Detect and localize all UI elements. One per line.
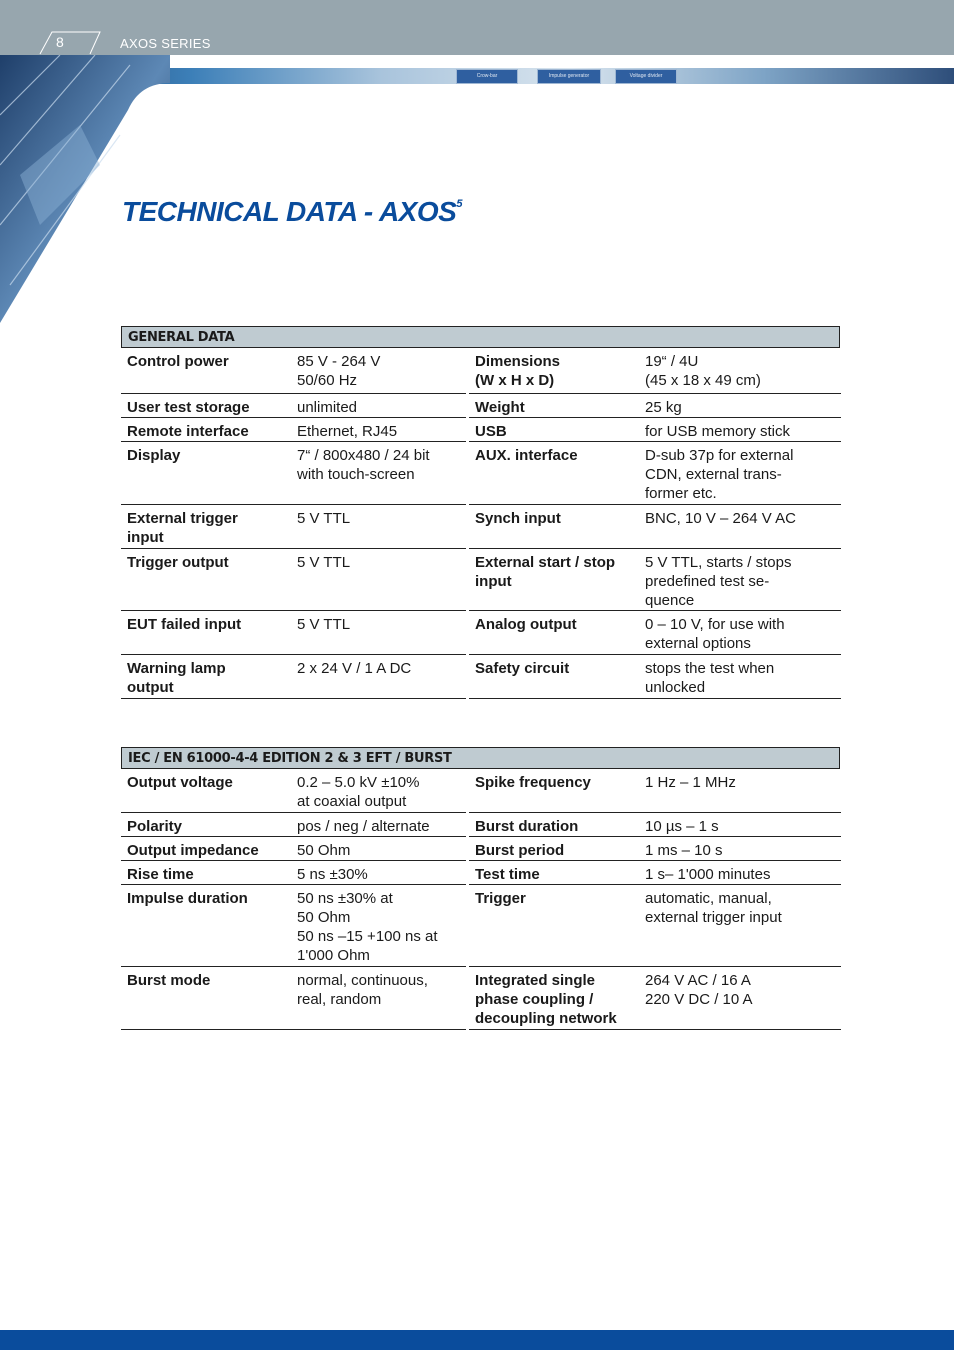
spec-value: 85 V - 264 V 50/60 Hz <box>297 353 381 389</box>
spec-value: normal, continuous, real, random <box>297 972 428 1008</box>
general-data-table <box>121 326 840 699</box>
left-spec-cell <box>121 394 466 418</box>
left-spec-cell <box>121 418 466 442</box>
spec-value: stops the test when unlocked <box>645 660 775 696</box>
spec-value: 1 Hz – 1 MHz <box>645 774 736 791</box>
table-row <box>121 861 840 885</box>
left-spec-cell <box>121 505 466 549</box>
spec-label: Rise time <box>127 866 194 883</box>
spec-label: Polarity <box>127 818 183 835</box>
spec-value: 5 V TTL <box>297 554 351 571</box>
spec-value: 0 – 10 V, for use with external options <box>645 616 785 652</box>
spec-value: 1 ms – 10 s <box>645 842 723 859</box>
table-row <box>121 394 840 418</box>
right-spec-cell <box>469 348 841 394</box>
spec-value: 2 x 24 V / 1 A DC <box>297 660 412 677</box>
spec-label: Analog output <box>475 616 577 633</box>
spec-label: Test time <box>475 866 540 883</box>
right-spec-cell <box>469 861 841 885</box>
spec-label: Output voltage <box>127 774 233 791</box>
table-row <box>121 885 840 967</box>
right-spec-cell <box>469 967 841 1030</box>
spec-label: Spike frequency <box>475 774 591 791</box>
spec-label: Burst duration <box>475 818 579 835</box>
left-spec-cell <box>121 611 466 655</box>
spec-label: Trigger output <box>127 554 229 571</box>
spec-value: unlimited <box>297 399 358 416</box>
spec-label: Dimensions (W x H x D) <box>475 353 561 389</box>
spec-value: 10 µs – 1 s <box>645 818 719 835</box>
spec-label: EUT failed input <box>127 616 242 633</box>
right-spec-cell <box>469 837 841 861</box>
spec-value: 19“ / 4U (45 x 18 x 49 cm) <box>645 353 761 389</box>
page-number-tab-icon <box>38 30 108 55</box>
right-spec-cell <box>469 813 841 837</box>
spec-value: BNC, 10 V – 264 V AC <box>645 510 796 527</box>
left-spec-cell <box>121 885 466 967</box>
series-label: AXOS SERIES <box>120 36 211 51</box>
spec-label: Output impedance <box>127 842 259 859</box>
banner-module-crowbar: Crow-bar <box>456 69 518 84</box>
spec-value: 50 ns ±30% at 50 Ohm 50 ns –15 +100 ns at 1'000 Ohm <box>297 890 438 964</box>
spec-value: 0.2 – 5.0 kV ±10% at coaxial output <box>297 774 420 810</box>
spec-value: 5 V TTL <box>297 616 351 633</box>
spec-label: Impulse duration <box>127 890 248 907</box>
spec-value: 7“ / 800x480 / 24 bit with touch-screen <box>297 447 430 483</box>
spec-value: 25 kg <box>645 399 682 416</box>
spec-value: 1 s– 1'000 minutes <box>645 866 771 883</box>
right-spec-cell <box>469 442 841 505</box>
right-spec-cell <box>469 418 841 442</box>
left-spec-cell <box>121 861 466 885</box>
left-spec-cell <box>121 348 466 394</box>
left-spec-cell <box>121 655 466 699</box>
table-row <box>121 442 840 505</box>
right-spec-cell <box>469 769 841 813</box>
spec-label: Burst period <box>475 842 565 859</box>
left-spec-cell <box>121 549 466 611</box>
table-row <box>121 837 840 861</box>
spec-label: Safety circuit <box>475 660 570 677</box>
left-spec-cell <box>121 837 466 861</box>
banner-module-impulse-generator: Impulse generator <box>537 69 601 84</box>
spec-value: 5 V TTL <box>297 510 351 527</box>
spec-value: D-sub 37p for external CDN, external trans- former etc. <box>645 447 794 502</box>
spec-value: 50 Ohm <box>297 842 351 859</box>
page-number: 8 <box>56 34 64 50</box>
table-row <box>121 769 840 813</box>
spec-value: pos / neg / alternate <box>297 818 430 835</box>
left-spec-cell <box>121 813 466 837</box>
spec-value: 5 ns ±30% <box>297 866 368 883</box>
spec-label: USB <box>475 423 507 440</box>
table-row <box>121 505 840 549</box>
right-spec-cell <box>469 394 841 418</box>
right-spec-cell <box>469 549 841 611</box>
bottom-footer-bar <box>0 1330 954 1350</box>
table-heading: IEC / EN 61000-4-4 EDITION 2 & 3 EFT / BURST <box>121 747 840 769</box>
spec-value: automatic, manual, external trigger input <box>645 890 782 926</box>
left-spec-cell <box>121 967 466 1030</box>
spec-value: 264 V AC / 16 A 220 V DC / 10 A <box>645 972 753 1008</box>
spec-value: 5 V TTL, starts / stops predefined test se- quence <box>645 554 792 609</box>
spec-value: Ethernet, RJ45 <box>297 423 398 440</box>
spec-label: Remote interface <box>127 423 249 440</box>
table-row <box>121 813 840 837</box>
table-row <box>121 611 840 655</box>
table-row <box>121 655 840 699</box>
table-heading: GENERAL DATA <box>121 326 840 348</box>
left-spec-cell <box>121 442 466 505</box>
corner-decoration-image <box>0 55 170 330</box>
spec-label: Burst mode <box>127 972 211 989</box>
left-spec-cell <box>121 769 466 813</box>
spec-label: Integrated single phase coupling / decoupling network <box>475 972 617 1027</box>
spec-label: External start / stop input <box>475 554 616 590</box>
page-title: TECHNICAL DATA - AXOS$^5$ <box>122 196 462 227</box>
spec-label: Trigger <box>475 890 526 907</box>
spec-label: Warning lamp output <box>127 660 226 696</box>
table-row <box>121 348 840 394</box>
spec-label: User test storage <box>127 399 250 416</box>
spec-label: Weight <box>475 399 525 416</box>
right-spec-cell <box>469 885 841 967</box>
spec-label: External trigger input <box>127 510 238 546</box>
spec-label: AUX. interface <box>475 447 578 464</box>
burst-data-table <box>121 747 840 1030</box>
table-row <box>121 549 840 611</box>
right-spec-cell <box>469 611 841 655</box>
banner-module-voltage-divider: Voltage divider <box>615 69 677 84</box>
spec-label: Synch input <box>475 510 561 527</box>
spec-label: Display <box>127 447 181 464</box>
right-spec-cell <box>469 505 841 549</box>
spec-value: for USB memory stick <box>645 423 791 440</box>
right-spec-cell <box>469 655 841 699</box>
table-row <box>121 418 840 442</box>
spec-label: Control power <box>127 353 229 370</box>
table-row <box>121 967 840 1030</box>
